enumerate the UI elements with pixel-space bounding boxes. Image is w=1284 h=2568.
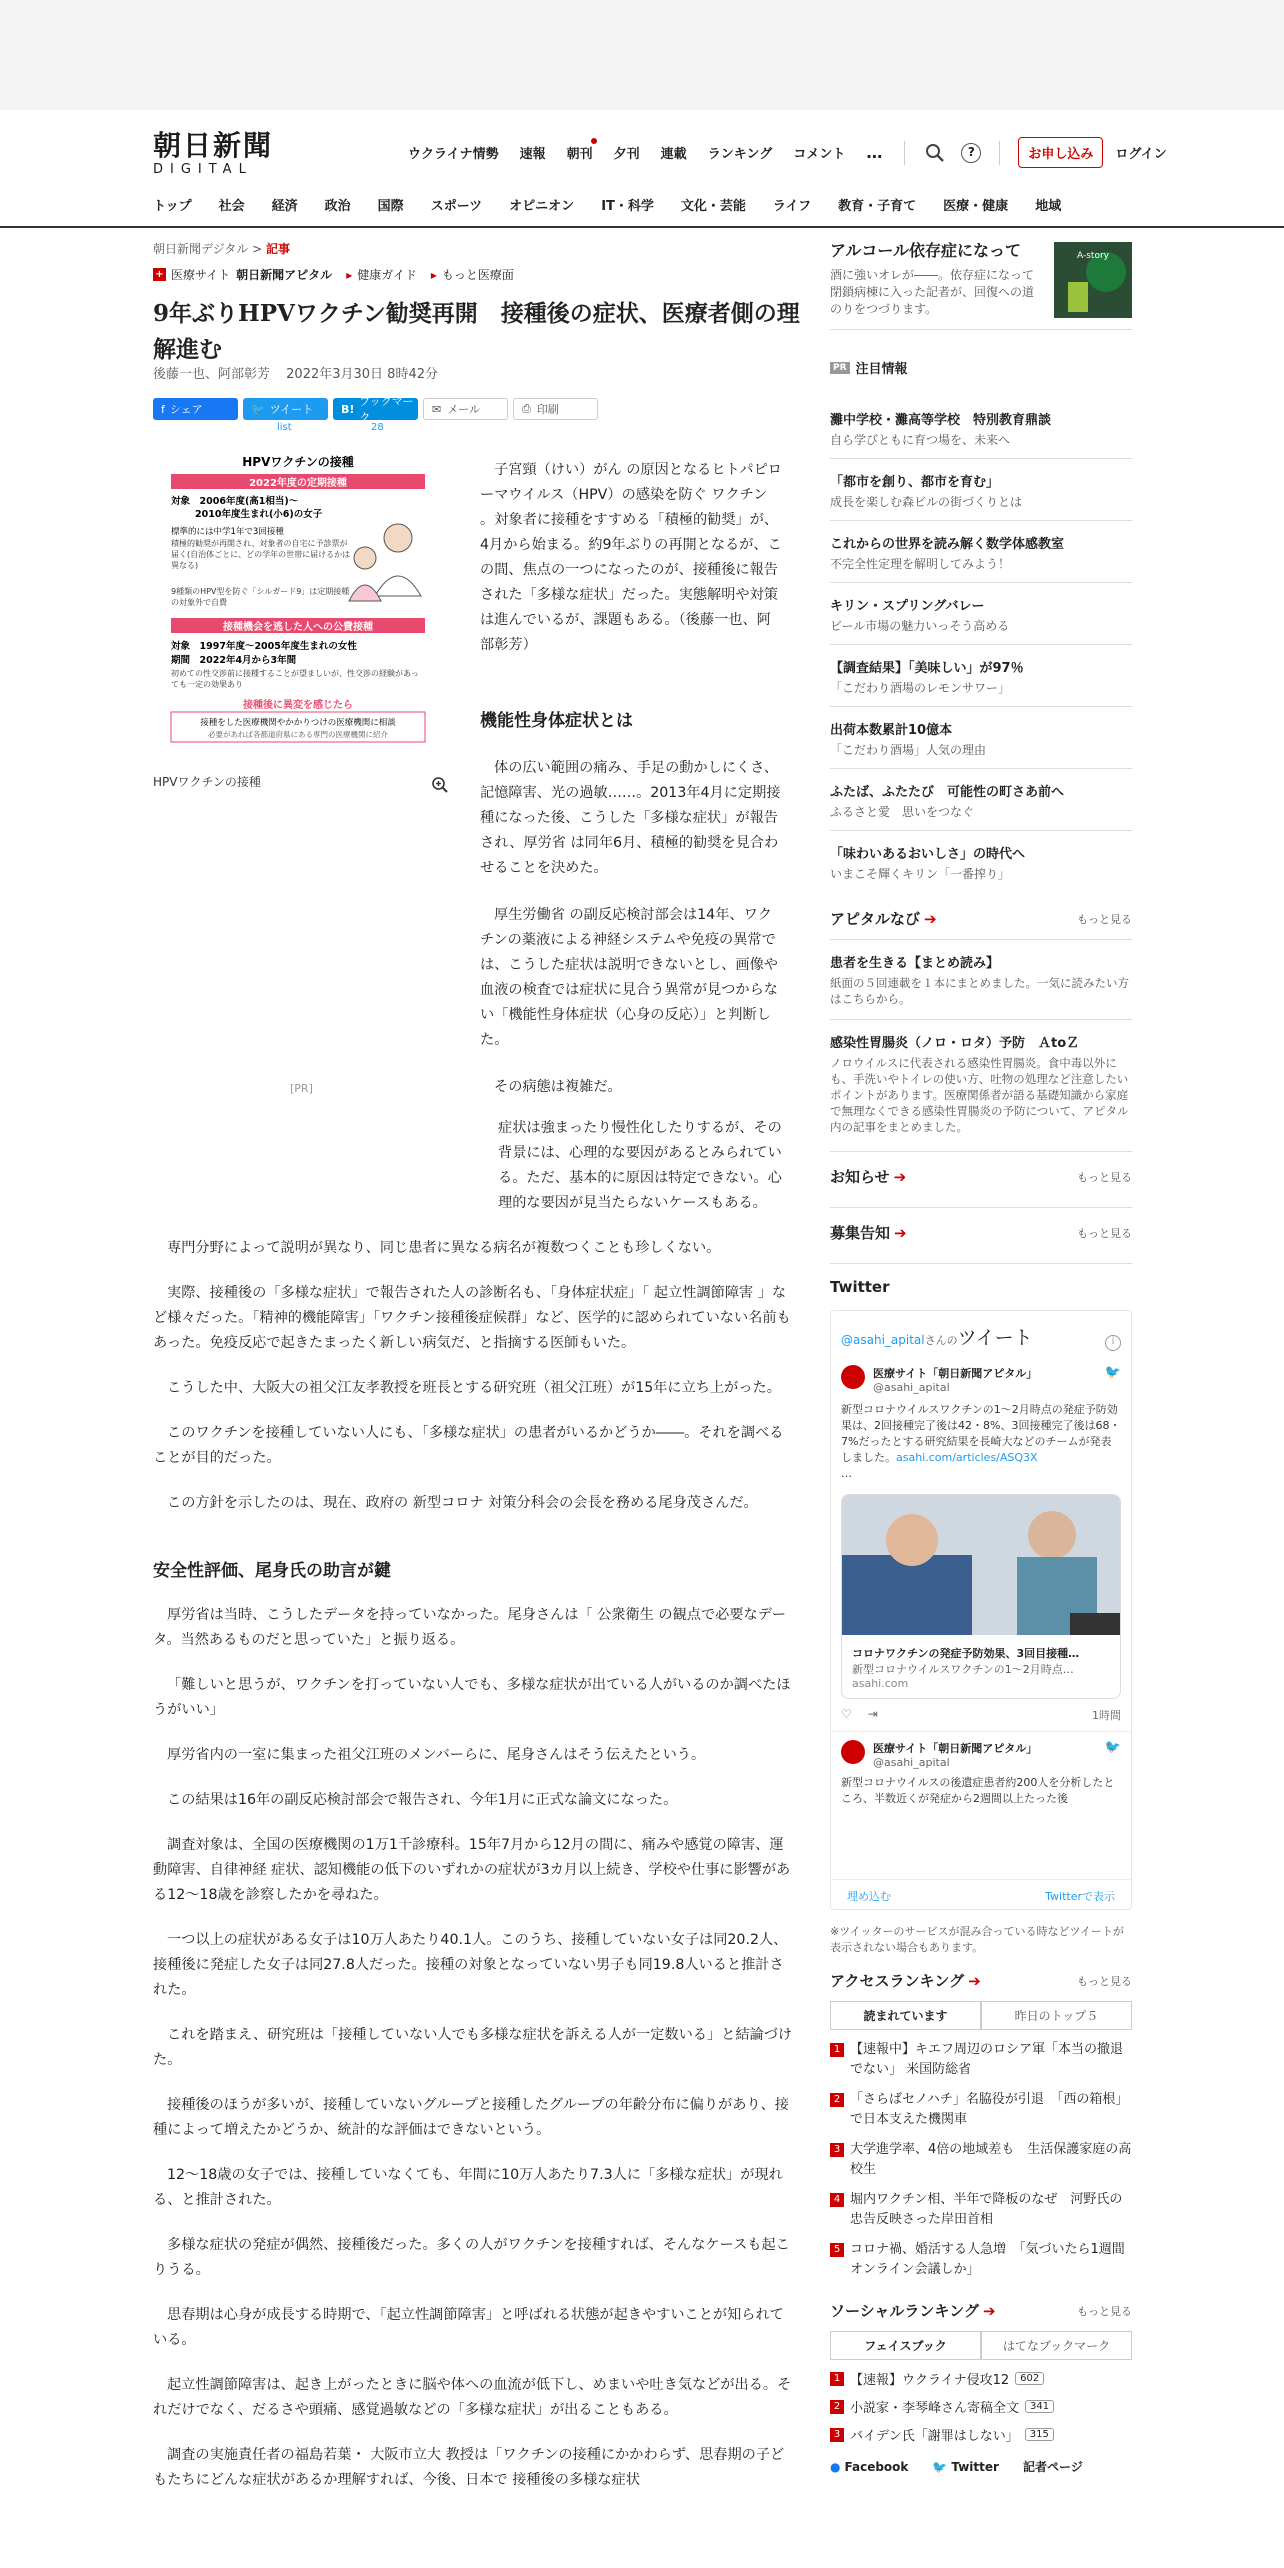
social-ranking-header — [830, 2300, 1132, 2321]
health-guide-link[interactable]: 健康ガイド — [357, 268, 417, 282]
bookmark-label: ブックマーク — [359, 395, 414, 424]
nav-society[interactable]: 社会 — [218, 199, 245, 214]
util-link-evening[interactable]: 夕刊 — [613, 147, 640, 162]
item-title: 出荷本数累計10億本 — [830, 723, 953, 738]
paragraph: 厚労省内の一室に集まった祖父江班のメンバーらに、尾身さんはそう伝えたという。 — [167, 1747, 706, 1763]
share-count-badge: 602 — [1015, 2372, 1044, 2385]
util-link-comment[interactable]: コメント — [793, 147, 846, 162]
paragraph: このワクチンを接種していない人にも、「多様な症状」の患者がいるかどうか――。それを調べることが目的だった。 — [153, 1425, 784, 1466]
rank-number: 1 — [830, 2372, 844, 2386]
item-sub: 自ら学びともに育つ場を、未来へ — [830, 433, 1011, 447]
paragraph: 接種後のほうが多いが、接種していないグループと接種したグループの年齢分布に偏りがあり、接種によって増えたかどうか、統計的な評価はできないという。 — [153, 2097, 789, 2138]
tweet-account[interactable]: 医療サイト「朝日新聞アピタル」 — [873, 1367, 1038, 1380]
paragraph: 一つ以上の症状がある女子は10万人あたり40.1人。このうち、接種していない女子は同20.2人、接種後に発症した女子は同27.8人だった。接種の対象となっていない男子も同19.8人いると推計された。 — [153, 1932, 788, 1998]
twitter-icon: 🐦 — [251, 402, 265, 416]
breadcrumb-sep: > — [252, 242, 263, 256]
fig-title: HPVワクチンの接種 — [242, 455, 354, 469]
item-title: 「味わいあるおいしさ」の時代へ — [830, 847, 1026, 862]
section-title[interactable]: ソーシャルランキング — [830, 2302, 979, 2320]
ranking-item[interactable] — [830, 2425, 1132, 2444]
bookmark-count[interactable]: 28 — [371, 422, 384, 433]
tweet-actions — [831, 1699, 1131, 1731]
share-bar — [153, 395, 603, 433]
login-link[interactable]: ログイン — [1115, 147, 1167, 162]
top-ad-space — [0, 0, 1284, 110]
logo-sub: DIGITAL — [153, 162, 253, 177]
nav-education[interactable]: 教育・子育て — [838, 199, 917, 214]
rank-number: 2 — [830, 2093, 844, 2107]
paragraph: 起立性調節障害は、起き上がったときに脳や体への血流が低下し、めまいや吐き気などが出る。それだけでなく、だるさや頭痛、感覚過敏などの「多様な症状」が出ることもある。 — [153, 2377, 792, 2418]
social-footer — [830, 2458, 1132, 2475]
access-ranking-header — [830, 1970, 1132, 1991]
more-link[interactable]: もっと見る — [1077, 1226, 1132, 1240]
twitter-timeline — [830, 1310, 1132, 1910]
divider — [999, 141, 1000, 165]
notice-header — [830, 1151, 1132, 1187]
breadcrumb-current: 記事 — [266, 242, 291, 256]
print-icon: ⎙ — [522, 402, 531, 415]
arrow-right-icon: ➔ — [894, 1224, 907, 1242]
nav-it-science[interactable]: IT・科学 — [601, 199, 654, 214]
utility-nav — [408, 137, 1188, 168]
paragraph: こうした中、大阪大の祖父江友孝教授を班長とする研究班（祖父江班）が15年に立ち上がった。 — [167, 1380, 781, 1396]
paragraph: 症状は強まったり慢性化したりするが、その背景には、心理的な要因があるとみられている。ただ、基本的に原因は特定できない。心理的な要因が見当たらないケースもある。 — [498, 1120, 782, 1211]
site-logo[interactable] — [153, 124, 273, 177]
ranking-title: 小説家・李琴峰さん寄稿全文 — [850, 2401, 1020, 2416]
item-title: キリン・スプリングバレー — [830, 599, 985, 614]
vaccine-infographic — [153, 446, 443, 751]
tab-most-read[interactable]: 読まれています — [830, 2001, 981, 2029]
avatar — [841, 1740, 865, 1764]
view-on-twitter-link[interactable]: Twitterで表示 — [1045, 1890, 1115, 1903]
subheading-1: 機能性身体症状とは — [480, 711, 633, 731]
section-title[interactable]: お知らせ — [830, 1168, 890, 1186]
twitter-share-button[interactable] — [243, 398, 328, 433]
fig-note1: 積極的勧奨が再開され、対象者の自宅に予診票が届く(自治体ごとに、どの学年の世帯に届けるかは異なる) — [171, 539, 351, 570]
paragraph: 厚生労働省 の副反応検討部会は14年、ワクチンの薬液による神経システムや免疫の異常では、こうした症状は説明できないとし、画像や血液の検査では症状に見合う異常が見つからない「機能性身体症状（心身の反応）」と判断した。 — [480, 907, 778, 1048]
fig-band3: 接種後に異変を感じたら — [243, 700, 353, 711]
featured-info-title: 注目情報 — [855, 362, 908, 377]
list-item[interactable] — [830, 397, 1132, 458]
article-body — [153, 1116, 793, 2513]
paragraph: 調査対象は、全国の医療機関の1万1千診療科。15年7月から12月の間に、痛みや感覚の障害、運動障害、自律神経 症状、認知機能の低下のいずれかの症状が3カ月以上続き、学校や仕事に影響がある12～18歳を診察したかを尋ねた。 — [153, 1837, 791, 1903]
info-icon[interactable]: i — [1105, 1335, 1121, 1351]
help-icon[interactable]: ? — [961, 143, 981, 163]
authors: 後藤一也、阿部彰芳 — [153, 367, 271, 382]
ranking-item[interactable] — [830, 2040, 1132, 2080]
social-ranking-tabs — [830, 2331, 1132, 2360]
item-sub: ビール市場の魅力いっそう高める — [830, 619, 1010, 633]
byline — [153, 363, 438, 382]
rank-number: 1 — [830, 2043, 844, 2057]
ranking-title: コロナ禍、婚活する人急増 「気づいたら1週間オンライン会議しか」 — [850, 2242, 1125, 2277]
tab-hatena[interactable]: はてなブックマーク — [981, 2331, 1132, 2359]
item-title: 「都市を創り、都市を育む」 — [830, 475, 1000, 490]
rank-number: 3 — [830, 2143, 844, 2157]
item-sub: ノロウイルスに代表される感染性胃腸炎。食中毒以外にも、手洗いやトイレの使い方、吐物の処理など注意したいポイントがあります。医療関係者が語る基礎知識から家庭で無理なくできる感染性胃腸炎の予防について、アピタル内の記事をまとめました。 — [830, 1056, 1129, 1134]
facebook-link[interactable]: Facebook — [844, 2459, 909, 2474]
divider — [904, 141, 905, 165]
tab-facebook[interactable]: フェイスブック — [830, 2331, 981, 2359]
share-label: シェア — [169, 403, 203, 416]
nav-politics[interactable]: 政治 — [324, 199, 351, 214]
tweet-ellipsis: … — [841, 1467, 852, 1480]
paragraph: 調査の実施責任者の福島若葉・ 大阪市立大 教授は「ワクチンの接種にかかわらず、思春期の子どもたちにどんな症状があるか理解すれば、今後、日本で 接種後の多様な症状 — [153, 2447, 785, 2488]
arrow-right-icon: ➔ — [982, 2302, 996, 2320]
triangle-icon: ▸ — [430, 267, 437, 282]
paragraph: 実際、接種後の「多様な症状」で報告された人の診断名も、「身体症状症」「 起立性調節障害 」など様々だった。「精神的機能障害」「ワクチン接種後症候群」など、医学的に認められていない名前もあった。免疫反応で起きたまったく新しい病気だ、と指摘する医師もいた。 — [153, 1285, 791, 1351]
mail-label: メール — [447, 403, 480, 416]
fig-std: 標準的には中学1年で3回接種 — [171, 527, 284, 537]
ranking-item[interactable] — [830, 2190, 1132, 2230]
item-title: これからの世界を読み解く数学体感教室 — [830, 537, 1065, 552]
item-sub: いまこそ輝くキリン「一番搾り」 — [830, 867, 1011, 881]
timeline-title: ツイート — [957, 1327, 1033, 1349]
fig-period: 期間 2022年4月から3年間 — [171, 655, 297, 666]
item-title: 患者を生きる【まとめ読み】 — [830, 956, 1000, 971]
nav-region[interactable]: 地域 — [1035, 199, 1062, 214]
fig-target1b: 2010年度生まれ(小6)の女子 — [195, 509, 323, 520]
paragraph: これを踏まえ、研究班は「接種していない人でも多様な症状を訴える人が一定数いる」と結論づけた。 — [153, 2027, 793, 2068]
more-link[interactable]: もっと見る — [1077, 1170, 1132, 1184]
card-title: コロナワクチンの発症予防効果、3回目接種… — [852, 1647, 1080, 1660]
search-icon[interactable] — [923, 141, 947, 165]
rank-number: 5 — [830, 2243, 844, 2257]
item-sub: 成長を楽しむ森ビルの街づくりとは — [830, 495, 1023, 509]
share-count-badge: 315 — [1025, 2428, 1054, 2441]
more-menu-icon[interactable]: … — [866, 143, 884, 162]
tweet-time[interactable]: 1時間 — [1092, 1709, 1121, 1722]
timeline-san: さんの — [924, 1334, 958, 1347]
share-icon[interactable]: ⇥ — [867, 1707, 878, 1721]
list-item[interactable] — [830, 458, 1132, 520]
tweet-card[interactable] — [841, 1494, 1121, 1699]
hatena-icon: B! — [341, 402, 355, 416]
item-sub: 「こだわり酒場のレモンサワー」 — [830, 681, 1011, 695]
article-title: 9年ぶりHPVワクチン勧奨再開 接種後の症状、医療者側の理解進む — [153, 300, 800, 363]
feature-image — [1054, 242, 1132, 318]
tweet[interactable] — [831, 1731, 1131, 1769]
util-link-ranking[interactable]: ランキング — [707, 147, 773, 162]
paragraph: この方針を示したのは、現在、政府の 新型コロナ 対策分科会の会長を務める尾身茂さんだ。 — [167, 1495, 758, 1511]
nav-sports[interactable]: スポーツ — [430, 199, 483, 214]
rank-number: 2 — [830, 2400, 844, 2414]
more-link[interactable]: もっと見る — [1077, 1974, 1132, 1988]
figure-caption: HPVワクチンの接種 — [153, 775, 261, 789]
item-title: ふたば、ふたたび 可能性の町さあ前へ — [830, 785, 1065, 800]
facebook-icon: f — [161, 402, 165, 416]
featured-list — [830, 397, 1132, 892]
arrow-right-icon: ➔ — [893, 1168, 907, 1186]
medical-icon: + — [153, 268, 166, 281]
feature-image-label: A-story — [1077, 251, 1109, 261]
card-domain: asahi.com — [852, 1677, 909, 1690]
list-item[interactable] — [830, 939, 1132, 1019]
breadcrumb-home[interactable]: 朝日新聞デジタル — [153, 242, 249, 256]
recruit-header — [830, 1207, 1132, 1243]
list-item[interactable] — [830, 582, 1132, 644]
embed-link[interactable]: 埋め込む — [847, 1890, 891, 1903]
nav-life[interactable]: ライフ — [772, 199, 812, 214]
card-image — [842, 1495, 1121, 1635]
ranking-item[interactable] — [830, 2240, 1132, 2280]
print-label: 印刷 — [536, 403, 559, 416]
global-nav — [153, 195, 1061, 214]
util-link-ukraine[interactable]: ウクライナ情勢 — [408, 147, 499, 162]
rank-number: 4 — [830, 2193, 844, 2207]
ranking-title: 【速報中】キエフ周辺のロシア軍「本当の撤退でない」 米国防総省 — [850, 2042, 1124, 2077]
featured-info-header — [830, 358, 1132, 377]
fig-note5: 必要があれば各都道府県にある専門の医療機関に紹介 — [208, 730, 388, 739]
paragraph: この結果は16年の副反応検討部会で報告され、今年1月に正式な論文になった。 — [167, 1792, 678, 1808]
nav-economy[interactable]: 経済 — [271, 199, 298, 214]
timeline-footer — [831, 1879, 1131, 1909]
logo-main: 朝日新聞 — [153, 129, 274, 162]
paragraph: 多様な症状の発症が偶然、接種後だった。多くの人がワクチンを接種すれば、そんなケースも起こりうる。 — [153, 2237, 790, 2278]
fig-target2: 対象 1997年度～2005年度生まれの女性 — [171, 641, 357, 652]
print-button[interactable] — [513, 398, 598, 420]
paragraph: 専門分野によって説明が異なり、同じ患者に異なる病名が複数つくことも珍しくない。 — [167, 1240, 721, 1256]
fig-note4: 接種をした医療機関やかかりつけの医療機関に相談 — [200, 718, 396, 728]
paragraph: その病態は複雑だ。 — [494, 1079, 622, 1095]
ranking-title: 大学進学率、4倍の地域差も 生活保護家庭の高校生 — [850, 2142, 1132, 2177]
fig-note2: 9種類のHPV型を防ぐ「シルガード9」は定期接種の対象外で自費 — [171, 587, 350, 607]
list-item[interactable] — [830, 520, 1132, 582]
ranking-item[interactable] — [830, 2369, 1132, 2388]
breadcrumb — [153, 240, 290, 257]
facebook-share-button[interactable] — [153, 398, 238, 420]
item-sub: 紙面の５回連載を１本にまとめました。一気に読みたい方はこちらから。 — [830, 976, 1129, 1006]
twitter-icon: 🐦 — [1104, 1365, 1121, 1380]
list-item[interactable] — [830, 706, 1132, 768]
tab-yesterday-top5[interactable]: 昨日のトップ５ — [981, 2001, 1132, 2029]
feature-title: アルコール依存症になって — [830, 241, 1022, 260]
site-header — [0, 110, 1284, 228]
access-ranking-tabs — [830, 2001, 1132, 2030]
paragraph: 思春期は心身が成長する時期で、「起立性調節障害」と呼ばれる状態が起きやすいことが知られている。 — [153, 2307, 784, 2348]
nav-culture[interactable]: 文化・芸能 — [680, 199, 746, 214]
item-sub: 不完全性定理を解明してみよう！ — [830, 557, 1011, 571]
section-title[interactable]: 募集告知 — [830, 1224, 891, 1242]
tweet-text — [831, 1394, 1131, 1482]
ranking-title: 堀内ワクチン相、半年で降板のなぜ 河野氏の忠告反映さった岸田首相 — [850, 2192, 1123, 2227]
apital-navi-header — [830, 908, 1132, 929]
twitter-link[interactable]: Twitter — [951, 2459, 999, 2474]
list-item[interactable] — [830, 830, 1132, 892]
fig-band1: 2022年度の定期接種 — [249, 478, 347, 489]
ranking-item[interactable] — [830, 2140, 1132, 2180]
ranking-item[interactable] — [830, 2090, 1132, 2130]
tweet[interactable] — [831, 1351, 1131, 1394]
util-link-breaking[interactable]: 速報 — [519, 147, 546, 162]
tweet-account-handle[interactable]: @asahi_apital — [873, 1381, 950, 1394]
tweet-count[interactable]: list — [277, 422, 292, 433]
item-title: 感染性胃腸炎（ノロ・ロタ）予防 ＡtoＺ — [830, 1036, 1080, 1051]
tweet-label: ツイート — [269, 403, 314, 416]
avatar — [841, 1365, 865, 1389]
twitter-icon: 🐦 — [932, 2459, 948, 2474]
item-title: 【調査結果】「美味しい」が97％ — [830, 661, 1024, 676]
list-item[interactable] — [830, 1019, 1132, 1147]
item-sub: ふるさと愛 思いをつなぐ — [830, 805, 975, 819]
ranking-item[interactable] — [830, 2397, 1132, 2416]
feature-alcohol[interactable] — [830, 238, 1132, 330]
tweet-account-handle[interactable]: @asahi_apital — [873, 1756, 950, 1769]
nav-health[interactable]: 医療・健康 — [943, 199, 1009, 214]
paragraph: 厚労省は当時、こうしたデータを持っていなかった。尾身さんは「 公衆衛生 の観点で必要なデータ。当然あるものだと思っていた」と振り返る。 — [153, 1607, 787, 1648]
tweet-account[interactable]: 医療サイト「朝日新聞アピタル」 — [873, 1742, 1038, 1755]
item-sub: 「こだわり酒場」人気の理由 — [830, 743, 987, 757]
mail-button[interactable] — [423, 398, 508, 420]
paragraph: 「難しいと思うが、ワクチンを打っていない人でも、多様な症状が出ている人がいるのか調べたほうがいい」 — [153, 1677, 791, 1718]
list-item[interactable] — [830, 644, 1132, 706]
card-sub: 新型コロナウイルスワクチンの1～2月時点… — [852, 1663, 1074, 1676]
nav-top[interactable]: トップ — [153, 199, 192, 214]
share-count-badge: 341 — [1025, 2400, 1054, 2413]
zoom-icon[interactable] — [431, 776, 449, 794]
lead-paragraph: 子宮頸（けい）がん の原因となるヒトパピローマウイルス（HPV）の感染を防ぐ ワクチン 。対象者に接種をすすめる「積極的勧奨」が、4月から始まる。約9年ぶりの再開となるが、この間、焦点の一つになったのが、接種後に報告された「多様な症状」だった。実態解明や対策は進んでいるが、課題もある。（後藤一也、阿部彰芳） — [480, 462, 782, 653]
paragraph: 12～18歳の女子では、接種していなくても、年間に10万人あたり7.3人に「多様な症状」が現れる、と推計された。 — [153, 2167, 783, 2208]
section-title: Twitter — [830, 1278, 890, 1296]
ranking-title: バイデン氏「謝罪はしない」 — [850, 2429, 1019, 2444]
heart-icon[interactable]: ♡ — [841, 1707, 852, 1721]
tweet-link[interactable]: asahi.com/articles/ASQ3X — [896, 1451, 1038, 1464]
apital-brand[interactable]: 朝日新聞アピタル — [236, 268, 333, 282]
twitter-icon: 🐦 — [1104, 1740, 1121, 1755]
fig-target1: 対象 2006年度(高1相当)～ — [171, 496, 299, 507]
publish-date: 2022年3月30日 8時42分 — [286, 367, 438, 382]
more-link[interactable]: もっと見る — [1077, 912, 1132, 926]
timeline-handle[interactable]: @asahi_apital — [841, 1333, 925, 1347]
twitter-note: ※ツイッターのサービスが混み合っている時などツイートが表示されない場合もあります。 — [830, 1925, 1124, 1954]
article-figure[interactable] — [153, 446, 443, 786]
article-body-col — [480, 756, 785, 1122]
mail-icon: ✉ — [432, 402, 442, 416]
fig-band2: 接種機会を逃した人への公費接種 — [223, 622, 373, 633]
pr-badge: PR — [830, 362, 850, 374]
tweet-body: 新型コロナウイルスの後遺症患者約200人を分析したところ、半数近くが発症から2週間以上たった後 — [841, 1776, 1115, 1805]
triangle-icon: ▸ — [346, 267, 353, 282]
arrow-right-icon: ➔ — [968, 1972, 981, 1990]
list-item[interactable] — [830, 768, 1132, 830]
nav-opinion[interactable]: オピニオン — [509, 199, 575, 214]
facebook-icon: ● — [830, 2459, 841, 2474]
timeline-header — [831, 1311, 1131, 1351]
pr-label: [PR] — [290, 1082, 313, 1095]
sidebar — [830, 238, 1132, 2475]
util-link-series[interactable]: 連載 — [660, 147, 687, 162]
subheading-2: 安全性評価、尾身氏の助言が鍵 — [153, 1561, 391, 1581]
hatena-bookmark-button[interactable] — [333, 395, 418, 433]
more-link[interactable]: もっと見る — [1077, 2304, 1132, 2318]
subscribe-button[interactable]: お申し込み — [1018, 137, 1103, 168]
fig-note3: 初めての性交渉前に接種することが望ましいが、性交渉の経験があっても一定の効果あり — [171, 669, 419, 689]
tweet-body: 新型コロナウイルスワクチンの1～2月時点の発症予防効果は、2回接種完了後は42・8%、3回接種完了後は68・7%だったとする研究結果を長崎大などのチームが発表しました。 — [841, 1403, 1121, 1464]
rank-number: 3 — [830, 2428, 844, 2442]
section-title[interactable]: アクセスランキング — [830, 1972, 965, 1990]
ranking-title: 「さらばセノハチ」名脇役が引退 「西の箱根」で日本支えた機関車 — [850, 2092, 1129, 2127]
feature-desc: 酒に強いオレが――。依存症になって閉鎖病棟に入った記者が、回復への道のりをつづります。 — [830, 268, 1035, 316]
section-title[interactable]: アピタルなび — [830, 910, 921, 928]
twitter-header — [830, 1263, 1132, 1296]
apital-bar — [153, 266, 514, 283]
reporter-page-link[interactable]: 記者ページ — [1022, 2460, 1083, 2474]
item-title: 灘中学校・灘高等学校 特別教育鼎談 — [830, 413, 1052, 428]
more-medical-link[interactable]: もっと医療面 — [441, 268, 514, 282]
util-link-morning[interactable]: 朝刊 — [567, 143, 593, 162]
apital-label: 医療サイト — [171, 268, 231, 282]
paragraph: 体の広い範囲の痛み、手足の動かしにくさ、記憶障害、光の過敏……。2013年4月に定期接種になった後、こうした「多様な症状」が報告され、厚労省 は同年6月、積極的勧奨を見合わせることを決めた。 — [480, 760, 781, 876]
arrow-right-icon: ➔ — [924, 910, 937, 928]
ranking-title: 【速報】ウクライナ侵攻12 — [850, 2373, 1010, 2388]
nav-international[interactable]: 国際 — [377, 199, 404, 214]
